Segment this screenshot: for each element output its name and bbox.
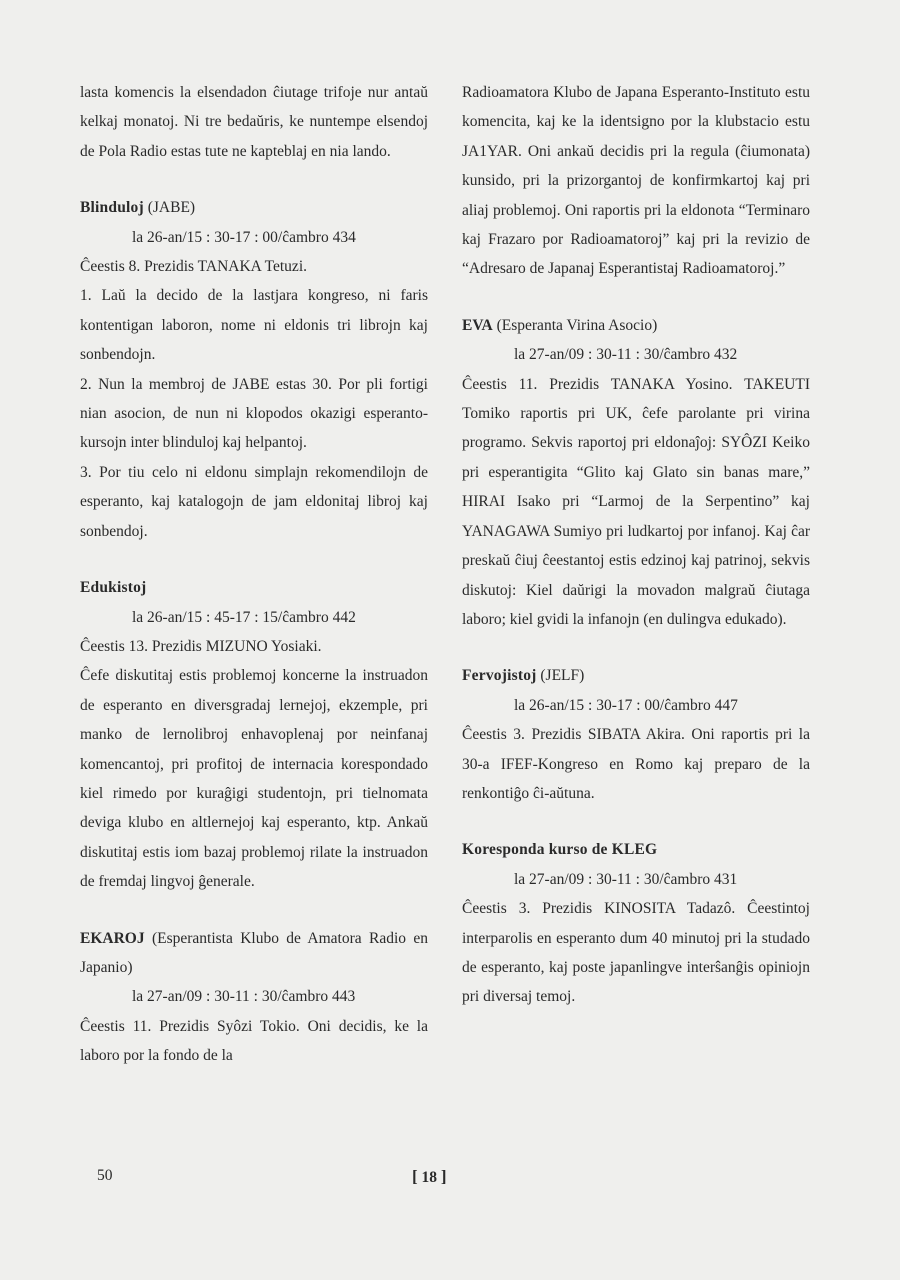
- ekaroj-title: EKAROJ: [80, 929, 145, 947]
- eva-desc: (Esperanta Virina Asocio): [496, 316, 658, 334]
- bracket-close: ]: [440, 1167, 447, 1186]
- blinduloj-item-1: 1. Laŭ la decido de la lastjara kongreso, ni faris kontentigan laboron, nome ni eldonis tri librojn kaj sonbendojn.: [80, 287, 428, 364]
- eva-meta: la 27-an/09 : 30-11 : 30/ĉambro 432: [514, 346, 738, 364]
- koresponda-title: Koresponda kurso de KLEG: [462, 841, 658, 859]
- right-column: [462, 78, 810, 1012]
- bracket-open: [: [412, 1167, 418, 1186]
- fervojistoj-body: Ĉeestis 3. Prezidis SIBATA Akira. Oni raportis pri la 30-a IFEF-Kongreso en Romo kaj preparo de la renkontiĝo ĉi-aŭtuna.: [462, 726, 810, 802]
- edukistoj-title: Edukistoj: [80, 579, 147, 597]
- eva-body: Ĉeestis 11. Prezidis TANAKA Yosino. TAKEUTI Tomiko raportis pri UK, ĉefe parolante pri virina programo. Sekvis raportoj pri eldonaĵoj: SYÔZI Keiko pri esperantigita “Glito kaj Glato sin banas mare,” HIRAI Isako pri “Larmoj de la Serpentino” kaj YANAGAWA Sumiyo pri ludkartoj por infanoj. Kaj ĉar preskaŭ ĉiuj ĉeestantoj estis edzinoj kaj patrinoj, sekvis diskutoj: Kiel daŭrigi la movadon malgraŭ ĉiutaga laboro; kiel gvidi la infanojn (en dulingva edukado).: [462, 375, 810, 628]
- page-number: 50: [97, 1167, 113, 1184]
- blinduloj-item-3: 3. Por tiu celo ni eldonu simplajn rekomendilojn de esperanto, kaj katalogojn de jam eldonitaj libroj kaj sonbendoj.: [80, 463, 428, 540]
- intro-paragraph: lasta komencis la elsendadon ĉiutage trifoje nur antaŭ kelkaj monatoj. Ni tre bedaŭris, ke nuntempe elsendoj de Pola Radio estas tute ne kapteblaj en nia lando.: [80, 84, 428, 160]
- ekaroj-heading: [80, 924, 428, 983]
- bracketed-page-number: [412, 1167, 447, 1187]
- blinduloj-meta: la 26-an/15 : 30-17 : 00/ĉambro 434: [132, 228, 356, 246]
- koresponda-body: Ĉeestis 3. Prezidis KINOSITA Tadazô. Ĉeestintoj interparolis en esperanto dum 40 minutoj pri la studado de esperanto, kaj poste japanlingve interŝanĝis opiniojn pri diversaj temoj.: [462, 900, 810, 1006]
- ekaroj-meta: la 27-an/09 : 30-11 : 30/ĉambro 443: [132, 988, 356, 1006]
- edukistoj-chair: Ĉeestis 13. Prezidis MIZUNO Yosiaki.: [80, 637, 322, 655]
- koresponda-heading: [462, 835, 810, 864]
- ekaroj-desc: (Esperantista Klubo de Amatora Radio en Japanio): [80, 929, 429, 976]
- eva-title: EVA: [462, 316, 493, 334]
- koresponda-meta: la 27-an/09 : 30-11 : 30/ĉambro 431: [514, 870, 738, 888]
- fervojistoj-heading: [462, 661, 810, 690]
- ekaroj-continuation: Radioamatora Klubo de Japana Esperanto-Instituto estu komencita, kaj ke la identsigno por la klubstacio estu JA1YAR. Oni ankaŭ decidis pri la regula (ĉiumonata) kunsido, pri la prizorgantoj de konfirmkartoj kaj pri aliaj problemoj. Oni raportis pri la eldonota “Terminaro kaj Frazaro por Radioamatoroj” kaj pri la revizio de “Adresaro de Japanaj Esperantistaj Radioamatoroj.”: [462, 84, 810, 278]
- eva-heading: [462, 311, 810, 340]
- fervojistoj-title: Fervojistoj: [462, 667, 537, 685]
- edukistoj-body: Ĉefe diskutitaj estis problemoj koncerne la instruadon de esperanto en diversgradaj lernejoj, ekzemple, pri manko de lernolibroj enhavoplenaj por neinfanaj komencantoj, pri profitoj de internacia korespondado kiel rimedo por kuraĝigi studentojn, pri tielnomata deviga klubo en altlernejoj kaj esperanto, ktp. Ankaŭ diskutitaj estis iom bazaj problemoj rilate la instruadon de fremdaj lingvoj ĝenerale.: [80, 667, 428, 891]
- blinduloj-abbr: (JABE): [147, 199, 196, 217]
- bracket-number: 18: [421, 1169, 438, 1186]
- blinduloj-item-2: 2. Nun la membroj de JABE estas 30. Por pli fortigi nian asocion, de nun ni klopodos okazigi esperanto-kursojn inter blinduloj kaj helpantoj.: [80, 375, 428, 452]
- left-column: [80, 78, 428, 1071]
- fervojistoj-abbr: (JELF): [540, 667, 585, 685]
- fervojistoj-meta: la 26-an/15 : 30-17 : 00/ĉambro 447: [514, 696, 738, 714]
- edukistoj-meta: la 26-an/15 : 45-17 : 15/ĉambro 442: [132, 608, 356, 626]
- ekaroj-body: Ĉeestis 11. Prezidis Syôzi Tokio. Oni decidis, ke la laboro por la fondo de la: [80, 1017, 428, 1065]
- edukistoj-heading: [80, 573, 428, 602]
- blinduloj-chair: Ĉeestis 8. Prezidis TANAKA Tetuzi.: [80, 258, 307, 276]
- blinduloj-title: Blinduloj: [80, 199, 144, 217]
- blinduloj-heading: [80, 193, 428, 222]
